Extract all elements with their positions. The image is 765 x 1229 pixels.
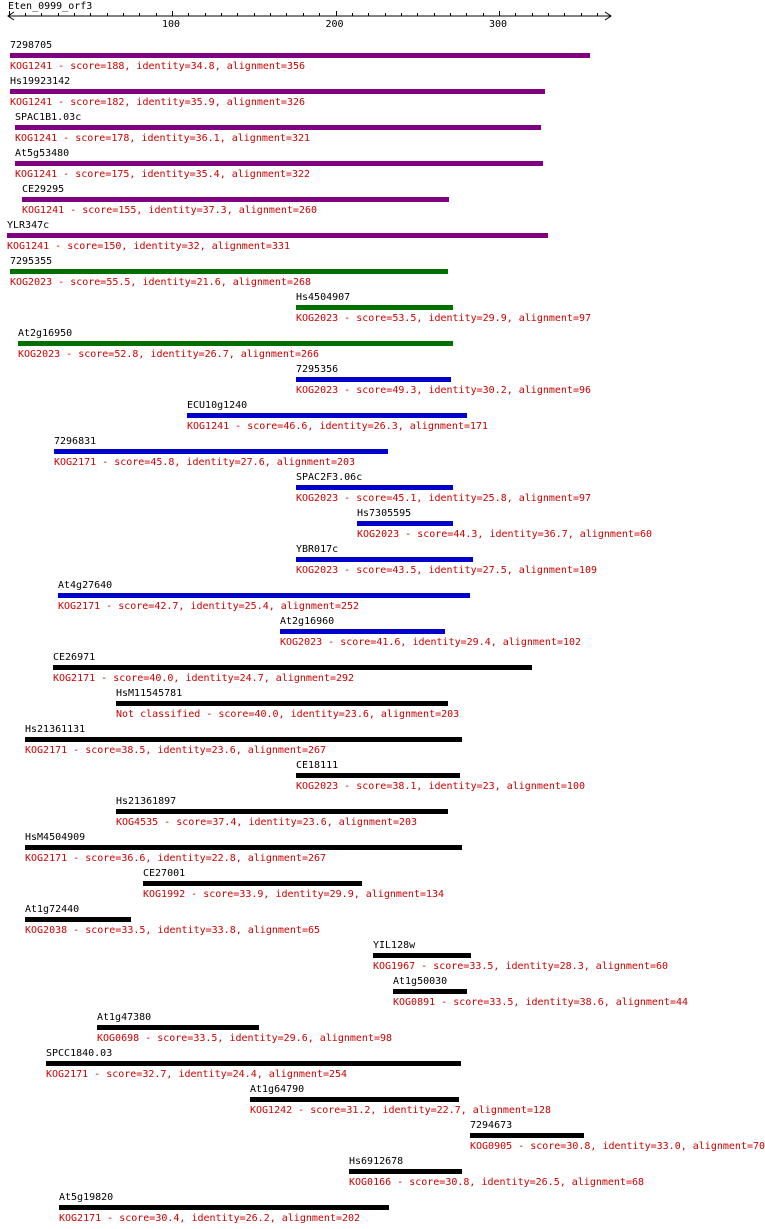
hit-id[interactable]: CE26971 — [53, 652, 96, 663]
hit-description: KOG0905 - score=30.8, identity=33.0, alignment=70 — [470, 1141, 765, 1152]
hit-description: KOG2023 - score=44.3, identity=36.7, alignment=60 — [357, 529, 653, 540]
hit-id[interactable]: At1g64790 — [250, 1084, 305, 1095]
hit-bar[interactable] — [296, 773, 460, 778]
hit-bar[interactable] — [53, 665, 532, 670]
hit-id[interactable]: HsM11545781 — [116, 688, 183, 699]
hit-id[interactable]: YIL128w — [373, 940, 416, 951]
hit-description: KOG2023 - score=52.8, identity=26.7, alignment=266 — [18, 349, 320, 360]
hit-bar[interactable] — [54, 449, 388, 454]
hit-description: KOG2171 - score=42.7, identity=25.4, alignment=252 — [58, 601, 360, 612]
hit-bar[interactable] — [10, 89, 545, 94]
hit-bar[interactable] — [7, 233, 548, 238]
hit-bar[interactable] — [187, 413, 467, 418]
hit-description: KOG1967 - score=33.5, identity=28.3, alignment=60 — [373, 961, 669, 972]
hit-description: Not classified - score=40.0, identity=23.6, alignment=203 — [116, 709, 460, 720]
hit-id[interactable]: At1g50030 — [393, 976, 448, 987]
hit-bar[interactable] — [357, 521, 453, 526]
hit-id[interactable]: SPAC1B1.03c — [15, 112, 82, 123]
hit-bar[interactable] — [349, 1169, 462, 1174]
hit-description: KOG0891 - score=33.5, identity=38.6, alignment=44 — [393, 997, 689, 1008]
hit-description: KOG1241 - score=155, identity=37.3, alignment=260 — [22, 205, 318, 216]
hit-bar[interactable] — [10, 53, 590, 58]
hit-id[interactable]: At1g72440 — [25, 904, 80, 915]
hit-description: KOG2171 - score=38.5, identity=23.6, alignment=267 — [25, 745, 327, 756]
hit-description: KOG1992 - score=33.9, identity=29.9, alignment=134 — [143, 889, 445, 900]
hit-id[interactable]: CE18111 — [296, 760, 339, 771]
hit-description: KOG1241 - score=150, identity=32, alignment=331 — [7, 241, 290, 252]
hit-description: KOG1241 - score=175, identity=35.4, alignment=322 — [15, 169, 311, 180]
hit-bar[interactable] — [373, 953, 471, 958]
hit-id[interactable]: Hs21361131 — [25, 724, 86, 735]
hit-bar[interactable] — [25, 917, 131, 922]
hit-id[interactable]: CE29295 — [22, 184, 65, 195]
hit-bar[interactable] — [296, 377, 451, 382]
hit-description: KOG1242 - score=31.2, identity=22.7, alignment=128 — [250, 1105, 552, 1116]
hit-bar[interactable] — [116, 809, 448, 814]
hit-description: KOG2023 - score=41.6, identity=29.4, alignment=102 — [280, 637, 582, 648]
axis-tick-label: 100 — [162, 19, 181, 30]
hit-bar[interactable] — [25, 845, 462, 850]
hit-id[interactable]: Hs4504907 — [296, 292, 351, 303]
hit-bar[interactable] — [15, 125, 541, 130]
hit-description: KOG0698 - score=33.5, identity=29.6, alignment=98 — [97, 1033, 393, 1044]
hit-id[interactable]: 7295356 — [296, 364, 339, 375]
hit-id[interactable]: ECU10g1240 — [187, 400, 248, 411]
hit-description: KOG1241 - score=188, identity=34.8, alignment=356 — [10, 61, 306, 72]
hit-bar[interactable] — [25, 737, 462, 742]
hit-bar[interactable] — [393, 989, 467, 994]
hit-id[interactable]: At2g16950 — [18, 328, 73, 339]
hit-id[interactable]: 7295355 — [10, 256, 53, 267]
hit-bar[interactable] — [470, 1133, 584, 1138]
hit-description: KOG1241 - score=178, identity=36.1, alignment=321 — [15, 133, 311, 144]
hit-bar[interactable] — [59, 1205, 389, 1210]
hit-id[interactable]: YLR347c — [7, 220, 50, 231]
hit-id[interactable]: Hs19923142 — [10, 76, 71, 87]
hit-description: KOG2171 - score=32.7, identity=24.4, alignment=254 — [46, 1069, 348, 1080]
hit-id[interactable]: 7296831 — [54, 436, 97, 447]
hit-bar[interactable] — [22, 197, 449, 202]
hit-id[interactable]: 7294673 — [470, 1120, 513, 1131]
hit-description: KOG2023 - score=38.1, identity=23, alignment=100 — [296, 781, 585, 792]
query-name: Eten_0999_orf3 — [8, 1, 93, 12]
axis-tick-label: 200 — [325, 19, 344, 30]
hit-id[interactable]: Hs6912678 — [349, 1156, 404, 1167]
hit-description: KOG2023 - score=49.3, identity=30.2, alignment=96 — [296, 385, 592, 396]
hit-description: KOG4535 - score=37.4, identity=23.6, alignment=203 — [116, 817, 418, 828]
hit-bar[interactable] — [116, 701, 448, 706]
hit-bar[interactable] — [296, 557, 473, 562]
hit-id[interactable]: SPAC2F3.06c — [296, 472, 363, 483]
hit-description: KOG2023 - score=55.5, identity=21.6, alignment=268 — [10, 277, 312, 288]
hit-id[interactable]: SPCC1840.03 — [46, 1048, 113, 1059]
hit-bar[interactable] — [143, 881, 362, 886]
hit-bar[interactable] — [280, 629, 445, 634]
hit-id[interactable]: At5g53480 — [15, 148, 70, 159]
hit-description: KOG1241 - score=182, identity=35.9, alignment=326 — [10, 97, 306, 108]
hit-description: KOG2171 - score=40.0, identity=24.7, alignment=292 — [53, 673, 355, 684]
hit-bar[interactable] — [250, 1097, 459, 1102]
hit-id[interactable]: At2g16960 — [280, 616, 335, 627]
hit-id[interactable]: YBR017c — [296, 544, 339, 555]
hit-id[interactable]: Hs7305595 — [357, 508, 412, 519]
hit-description: KOG2171 - score=30.4, identity=26.2, alignment=202 — [59, 1213, 361, 1224]
hit-bar[interactable] — [46, 1061, 461, 1066]
hit-description: KOG2023 - score=45.1, identity=25.8, alignment=97 — [296, 493, 592, 504]
hit-description: KOG2171 - score=45.8, identity=27.6, alignment=203 — [54, 457, 356, 468]
hit-id[interactable]: At1g47380 — [97, 1012, 152, 1023]
hit-bar[interactable] — [15, 161, 543, 166]
hit-id[interactable]: CE27001 — [143, 868, 186, 879]
hit-bar[interactable] — [10, 269, 448, 274]
hit-bar[interactable] — [296, 305, 453, 310]
hit-bar[interactable] — [296, 485, 453, 490]
hit-id[interactable]: 7298705 — [10, 40, 53, 51]
hit-description: KOG2171 - score=36.6, identity=22.8, alignment=267 — [25, 853, 327, 864]
hit-description: KOG0166 - score=30.8, identity=26.5, alignment=68 — [349, 1177, 645, 1188]
hit-description: KOG2023 - score=43.5, identity=27.5, alignment=109 — [296, 565, 598, 576]
hit-id[interactable]: HsM4504909 — [25, 832, 86, 843]
hit-description: KOG1241 - score=46.6, identity=26.3, alignment=171 — [187, 421, 489, 432]
hit-description: KOG2023 - score=53.5, identity=29.9, alignment=97 — [296, 313, 592, 324]
axis-tick-label: 300 — [489, 19, 508, 30]
hit-bar[interactable] — [97, 1025, 259, 1030]
hit-bar[interactable] — [58, 593, 470, 598]
hit-bar[interactable] — [18, 341, 453, 346]
hit-id[interactable]: At4g27640 — [58, 580, 113, 591]
hit-id[interactable]: At5g19820 — [59, 1192, 114, 1203]
hit-id[interactable]: Hs21361897 — [116, 796, 177, 807]
hit-description: KOG2038 - score=33.5, identity=33.8, alignment=65 — [25, 925, 321, 936]
